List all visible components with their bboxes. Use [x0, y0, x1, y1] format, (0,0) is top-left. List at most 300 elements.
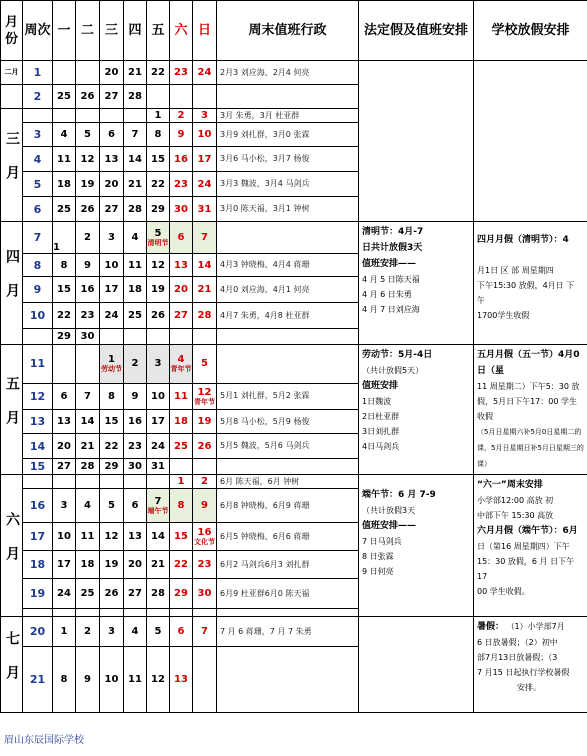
- school-apr-line1: 月1日 区 部 周星期四: [477, 266, 554, 275]
- duty-cell: 5月8 马小松，5月9 杨俊: [217, 410, 359, 434]
- school-jul-line1: （1）小学部7月: [506, 622, 565, 631]
- legal-jun-duty3: 9 日何亮: [362, 567, 394, 576]
- day-cell-holiday: [100, 345, 124, 384]
- header-tue: 二: [76, 1, 100, 61]
- day-cell: 3: [100, 617, 124, 647]
- legal-may-duty3: 3日刘扎群: [362, 427, 400, 436]
- day-cell: 31: [147, 458, 170, 474]
- header-month: 月份: [1, 1, 23, 61]
- school-cell-mar: [474, 61, 587, 222]
- header-sat: 六: [170, 1, 193, 61]
- legal-apr-title: 清明节：4月-7: [362, 227, 424, 237]
- month-jul: 七月: [1, 617, 23, 713]
- day-cell: 24: [147, 434, 170, 458]
- day-cell: 25: [53, 85, 76, 109]
- day-cell: 8: [53, 647, 76, 713]
- day-cell: [193, 523, 217, 551]
- day-cell: 26: [147, 303, 170, 329]
- week-number: 4: [23, 147, 53, 172]
- day-cell: 5: [193, 345, 217, 384]
- week-number: 21: [23, 647, 53, 713]
- day-cell: 19: [147, 277, 170, 303]
- day-cell: 25: [53, 197, 76, 222]
- day-cell: [53, 475, 76, 489]
- day-cell: [147, 329, 170, 345]
- day-cell: [193, 329, 217, 345]
- day-cell: 10: [147, 383, 170, 409]
- duty-cell: 6月2 马剑兵6月3 刘扎群: [217, 551, 359, 579]
- week-number: [23, 475, 53, 489]
- day-cell: 16: [76, 277, 100, 303]
- month-apr: 四月: [1, 222, 23, 345]
- legal-may-duty4: 4日马剑兵: [362, 442, 400, 451]
- day-cell-holiday: 3: [147, 345, 170, 384]
- school-cell-jul: [474, 617, 587, 713]
- week-number: 16: [23, 489, 53, 523]
- day-cell: 15: [53, 277, 76, 303]
- month-may: 五月: [1, 345, 23, 475]
- day-cell: 17: [147, 410, 170, 434]
- day-cell: 23: [193, 551, 217, 579]
- header-week: 周次: [23, 1, 53, 61]
- day-cell: 23: [76, 303, 100, 329]
- header-mon: 一: [53, 1, 76, 61]
- week-number: 14: [23, 434, 53, 458]
- day-cell: 13: [170, 647, 193, 713]
- legal-cell-mar: [359, 61, 474, 222]
- day-cell: 27: [100, 197, 124, 222]
- week-number: 2: [23, 85, 53, 109]
- legal-jun-duty2: 8 日张霖: [362, 552, 394, 561]
- holiday-mark-qingnian: 青年节: [170, 365, 192, 374]
- school-may-line1: 11 周星期二）下午5：30 放: [477, 382, 580, 391]
- school-jun-title: “六一”周末安排: [477, 480, 543, 490]
- day-cell: 8: [100, 383, 124, 409]
- day-cell: 16: [124, 410, 147, 434]
- school-apr-title: 四月月假（清明节）：4: [477, 235, 569, 245]
- day-cell: 26: [100, 579, 124, 609]
- legal-cell-may: [359, 345, 474, 475]
- day-cell: 9: [124, 383, 147, 409]
- header-thu: 四: [124, 1, 147, 61]
- day-cell: 9: [76, 254, 100, 277]
- day-cell: [193, 609, 217, 617]
- week-number: 8: [23, 254, 53, 277]
- week-number: 1: [23, 61, 53, 85]
- month-mar: 三月: [1, 109, 23, 222]
- duty-cell: 2月3 刘应海，2月4 何亮: [217, 61, 359, 85]
- day-cell: 13: [53, 410, 76, 434]
- day-cell: 2: [76, 222, 100, 254]
- day-cell: 2: [193, 475, 217, 489]
- day-cell: 23: [170, 172, 193, 197]
- school-jul-title: 暑假：: [477, 622, 505, 632]
- day-cell: 29: [53, 329, 76, 345]
- day-cell-holiday: 7: [193, 222, 217, 254]
- week-number: [23, 109, 53, 123]
- day-cell: 23: [124, 434, 147, 458]
- duty-cell: [217, 647, 359, 713]
- day-cell: 14: [147, 523, 170, 551]
- legal-jun-sub: 值班安排——: [362, 521, 417, 531]
- duty-cell: 3月3 魏波，3月4 马剑兵: [217, 172, 359, 197]
- day-cell: [100, 109, 124, 123]
- day-cell: 29: [147, 197, 170, 222]
- day-cell: 13: [170, 254, 193, 277]
- day-cell: [170, 329, 193, 345]
- day-cell: 13: [100, 147, 124, 172]
- day-cell: 31: [193, 197, 217, 222]
- day-cell: 13: [124, 523, 147, 551]
- day-cell: 18: [53, 172, 76, 197]
- day-cell: 16: [170, 147, 193, 172]
- week-number: 18: [23, 551, 53, 579]
- day-cell: 5: [76, 123, 100, 147]
- week-number: 10: [23, 303, 53, 329]
- day-cell: 28: [124, 197, 147, 222]
- day-cell: 3: [100, 222, 124, 254]
- week-spacer: [23, 609, 53, 617]
- day-cell: 22: [53, 303, 76, 329]
- school-may-line3: （5月日星期六补5月0日星期二的课，5月日星期日补5月日星期三的课）: [477, 428, 584, 468]
- legal-jun-title: 端午节：6 月 7-9: [362, 490, 436, 500]
- legal-may-line1: （共计放假5天）: [362, 366, 424, 375]
- day-cell: 10: [100, 254, 124, 277]
- day-cell: 7: [193, 617, 217, 647]
- day-cell: 14: [76, 410, 100, 434]
- day-cell-holiday: [170, 345, 193, 384]
- day-cell: 4: [76, 489, 100, 523]
- day-cell: 8: [147, 123, 170, 147]
- day-cell: 26: [76, 197, 100, 222]
- day-cell-holiday: 8: [170, 489, 193, 523]
- day-cell: 24: [53, 579, 76, 609]
- day-cell: 28: [147, 579, 170, 609]
- day-number: 7: [154, 496, 162, 507]
- day-cell: [193, 458, 217, 474]
- legal-cell-jun: [359, 475, 474, 617]
- day-cell: 28: [124, 85, 147, 109]
- day-cell: 25: [124, 303, 147, 329]
- week-number: 3: [23, 123, 53, 147]
- day-cell: [76, 345, 100, 384]
- day-cell: 7: [76, 383, 100, 409]
- day-cell: 28: [76, 458, 100, 474]
- header-fri: 五: [147, 1, 170, 61]
- day-cell: 30: [76, 329, 100, 345]
- day-cell: 26: [76, 85, 100, 109]
- day-cell: 11: [76, 523, 100, 551]
- watermark: 眉山东辰国际学校: [4, 735, 84, 746]
- day-cell: 4: [53, 123, 76, 147]
- header-sun: 日: [193, 1, 217, 61]
- duty-cell: 6月8 钟晓梅，6月9 蒋珊: [217, 489, 359, 523]
- day-cell: 20: [100, 61, 124, 85]
- legal-may-duty1: 1日魏波: [362, 397, 392, 406]
- day-cell: 2: [76, 617, 100, 647]
- week-number: 7: [23, 222, 53, 254]
- day-cell: 20: [124, 551, 147, 579]
- day-cell: 18: [76, 551, 100, 579]
- school-jun-line3: 15：30 放假，6 月 日下午 17: [477, 557, 575, 581]
- day-cell: 12: [76, 147, 100, 172]
- day-cell: 22: [170, 551, 193, 579]
- day-cell: 30: [170, 197, 193, 222]
- day-cell: 27: [100, 85, 124, 109]
- day-cell: [124, 609, 147, 617]
- day-cell: 10: [100, 647, 124, 713]
- day-cell: 17: [100, 277, 124, 303]
- day-cell: 20: [53, 434, 76, 458]
- legal-cell-jul: [359, 617, 474, 713]
- week-number: 20: [23, 617, 53, 647]
- duty-cell: 3月6 马小松，3月7 杨俊: [217, 147, 359, 172]
- holiday-mark-qingming: 清明节: [147, 239, 169, 247]
- day-cell: [193, 647, 217, 713]
- holiday-mark-duanwu: 端午节: [147, 507, 169, 515]
- day-cell: [170, 85, 193, 109]
- day-cell: 1: [147, 109, 170, 123]
- school-jun-line2: 中部下午 15:30 高放: [477, 511, 554, 520]
- day-cell: [124, 475, 147, 489]
- duty-cell: [217, 345, 359, 384]
- day-cell-holiday: 6: [170, 222, 193, 254]
- day-cell: 11: [124, 254, 147, 277]
- week-number: 12: [23, 383, 53, 409]
- day-cell: [193, 383, 217, 409]
- week-number: 11: [23, 345, 53, 384]
- day-cell: 15: [100, 410, 124, 434]
- day-cell: 21: [124, 61, 147, 85]
- day-cell: 19: [76, 172, 100, 197]
- day-cell: 26: [193, 434, 217, 458]
- day-cell: 5: [100, 489, 124, 523]
- duty-cell: 4月0 刘应海，4月1 何亮: [217, 277, 359, 303]
- day-cell: 15: [170, 523, 193, 551]
- day-cell: 11: [53, 147, 76, 172]
- day-cell: 28: [193, 303, 217, 329]
- day-cell: 21: [147, 551, 170, 579]
- day-cell: 4: [124, 222, 147, 254]
- week-number: 6: [23, 197, 53, 222]
- school-apr-line2: 下午15:30 放假，4月日 下 午: [477, 281, 575, 305]
- duty-cell: [217, 222, 359, 254]
- day-cell: 22: [147, 172, 170, 197]
- day-cell: 6: [170, 617, 193, 647]
- legal-apr-duty1: 4 月 5 日陈天福: [362, 275, 420, 284]
- day-cell-holiday: 9: [193, 489, 217, 523]
- legal-jun-duty1: 7 日马剑兵: [362, 537, 402, 546]
- day-cell: 9: [76, 647, 100, 713]
- day-cell: 19: [193, 410, 217, 434]
- school-jul-line3: 部7月13日放暑假；（3: [477, 653, 558, 662]
- day-cell: 12: [147, 254, 170, 277]
- day-cell: 27: [53, 458, 76, 474]
- day-number: 5: [154, 228, 162, 239]
- duty-cell: 3月0 陈天福，3月1 钟树: [217, 197, 359, 222]
- day-cell: [147, 85, 170, 109]
- week-number: 5: [23, 172, 53, 197]
- day-cell: 4: [124, 617, 147, 647]
- day-cell: 19: [100, 551, 124, 579]
- legal-may-sub: 值班安排: [362, 381, 399, 391]
- day-cell: [76, 61, 100, 85]
- day-cell: 21: [193, 277, 217, 303]
- day-cell: 29: [170, 579, 193, 609]
- day-cell: 11: [170, 383, 193, 409]
- header-school: 学校放假安排: [474, 1, 587, 61]
- day-cell: 17: [193, 147, 217, 172]
- day-cell: 7: [124, 123, 147, 147]
- day-cell: [147, 475, 170, 489]
- school-cell-may: [474, 345, 587, 475]
- day-cell: 15: [147, 147, 170, 172]
- holiday-mark-qingnian: 青年节: [194, 397, 215, 406]
- day-cell: 20: [170, 277, 193, 303]
- day-cell: 23: [170, 61, 193, 85]
- day-cell: 24: [193, 61, 217, 85]
- day-cell: 12: [147, 647, 170, 713]
- school-cell-apr: [474, 222, 587, 345]
- day-cell: 6: [100, 123, 124, 147]
- school-jun-line5: 日（第16 周星期四）下午: [477, 542, 570, 551]
- legal-apr-line1: 日共计放假3天: [362, 243, 423, 253]
- day-cell-holiday: 2: [124, 345, 147, 384]
- duty-cell: [217, 609, 359, 617]
- day-cell: 21: [76, 434, 100, 458]
- day-cell: 12: [100, 523, 124, 551]
- month-jun: 六月: [1, 475, 23, 617]
- day-cell: 9: [170, 123, 193, 147]
- day-cell-holiday: [147, 222, 170, 254]
- day-cell: 10: [53, 523, 76, 551]
- day-cell: [76, 609, 100, 617]
- day-cell: 25: [76, 579, 100, 609]
- day-cell: 1: [170, 475, 193, 489]
- duty-cell: 3月 朱勇，3月 杜亚群: [217, 109, 359, 123]
- day-cell: 22: [100, 434, 124, 458]
- day-cell: 20: [100, 172, 124, 197]
- duty-cell: [217, 85, 359, 109]
- day-cell: 14: [124, 147, 147, 172]
- week-number: 13: [23, 410, 53, 434]
- day-cell: [53, 609, 76, 617]
- day-cell: 24: [193, 172, 217, 197]
- school-apr-line3: 1700学生收假: [477, 311, 530, 320]
- school-may-line2: 假，5月日下午17：00 学生收假: [477, 397, 577, 421]
- day-cell: 3: [193, 109, 217, 123]
- legal-may-duty2: 2日杜亚群: [362, 412, 400, 421]
- day-cell: 29: [100, 458, 124, 474]
- day-number: 4: [177, 354, 185, 366]
- duty-cell: [217, 329, 359, 345]
- duty-cell: 3月9 刘扎群，3月0 张霖: [217, 123, 359, 147]
- day-cell: 21: [124, 172, 147, 197]
- day-cell: [100, 475, 124, 489]
- day-cell: 6: [53, 383, 76, 409]
- day-cell: 30: [124, 458, 147, 474]
- legal-apr-duty2: 4 月 6 日朱勇: [362, 290, 412, 299]
- school-jul-line2: 6 日放暑假；（2）初中: [477, 638, 558, 647]
- day-cell: [76, 475, 100, 489]
- month-spacer: [1, 85, 23, 109]
- day-cell: [76, 109, 100, 123]
- school-jun-line4: 00 学生收假。: [477, 587, 530, 596]
- week-number: 19: [23, 579, 53, 609]
- day-cell: 1: [53, 617, 76, 647]
- school-jun-sub: 六月月假（端午节）：6月: [477, 526, 578, 536]
- legal-cell-apr: [359, 222, 474, 345]
- day-cell: 27: [124, 579, 147, 609]
- day-number: 16: [197, 527, 212, 538]
- duty-cell: 6月 陈天福，6月 钟树: [217, 475, 359, 489]
- day-cell: 11: [124, 647, 147, 713]
- school-cell-jun: [474, 475, 587, 617]
- day-cell: 30: [193, 579, 217, 609]
- day-cell: 10: [193, 123, 217, 147]
- day-number: 1: [108, 354, 115, 366]
- day-cell: [53, 345, 76, 384]
- legal-apr-duty3: 4 月 7 日刘应海: [362, 305, 420, 314]
- header-legal: 法定假及值班安排: [359, 1, 474, 61]
- legal-apr-sub: 值班安排——: [362, 259, 417, 269]
- duty-cell: 4月7 朱勇，4月8 杜亚群: [217, 303, 359, 329]
- month-feb: 二月: [1, 61, 23, 85]
- day-cell: 8: [53, 254, 76, 277]
- day-cell: 22: [147, 61, 170, 85]
- day-cell: [100, 609, 124, 617]
- duty-cell: 5月1 刘扎群，5月2 张霖: [217, 383, 359, 409]
- day-cell: [53, 109, 76, 123]
- holiday-mark-wenhua: 文化节: [194, 538, 215, 546]
- holiday-mark-laodong: 劳动节: [101, 365, 122, 374]
- duty-cell: 5月5 魏波，5月6 马剑兵: [217, 434, 359, 458]
- header-duty: 周末值班行政: [217, 1, 359, 61]
- week-number: [23, 329, 53, 345]
- school-may-title: 五月月假（五一节）4月0日（星: [477, 350, 580, 376]
- day-cell: 17: [53, 551, 76, 579]
- day-cell: [193, 85, 217, 109]
- week-number: 15: [23, 458, 53, 474]
- day-cell: 5: [147, 617, 170, 647]
- legal-jun-line1: （共计放假3天: [362, 506, 416, 515]
- week-number: 17: [23, 523, 53, 551]
- day-cell: [147, 609, 170, 617]
- day-cell: [170, 609, 193, 617]
- day-cell: [170, 458, 193, 474]
- day-cell: [53, 61, 76, 85]
- day-cell: 3: [53, 489, 76, 523]
- duty-cell: 7 月 6 蒋珊，7 月 7 朱勇: [217, 617, 359, 647]
- day-cell: [124, 329, 147, 345]
- school-jun-line1: 小学部12:00 高放 初: [477, 496, 554, 505]
- day-cell-holiday: [147, 489, 170, 523]
- day-cell: 18: [170, 410, 193, 434]
- duty-cell: 4月3 钟晓梅，4月4 蒋珊: [217, 254, 359, 277]
- week-number: 9: [23, 277, 53, 303]
- duty-cell: 6月9 杜亚群6月0 陈天福: [217, 579, 359, 609]
- day-cell: 18: [124, 277, 147, 303]
- header-wed: 三: [100, 1, 124, 61]
- day-cell: 6: [124, 489, 147, 523]
- day-cell: 2: [170, 109, 193, 123]
- school-jul-line4: 7 月15 日起执行学校暑假: [477, 668, 570, 677]
- legal-may-title: 劳动节：5月-4日: [362, 350, 433, 360]
- day-cell: [100, 329, 124, 345]
- school-jul-line5: 安排。: [517, 683, 541, 692]
- day-cell: 27: [170, 303, 193, 329]
- day-cell: 1: [53, 222, 76, 254]
